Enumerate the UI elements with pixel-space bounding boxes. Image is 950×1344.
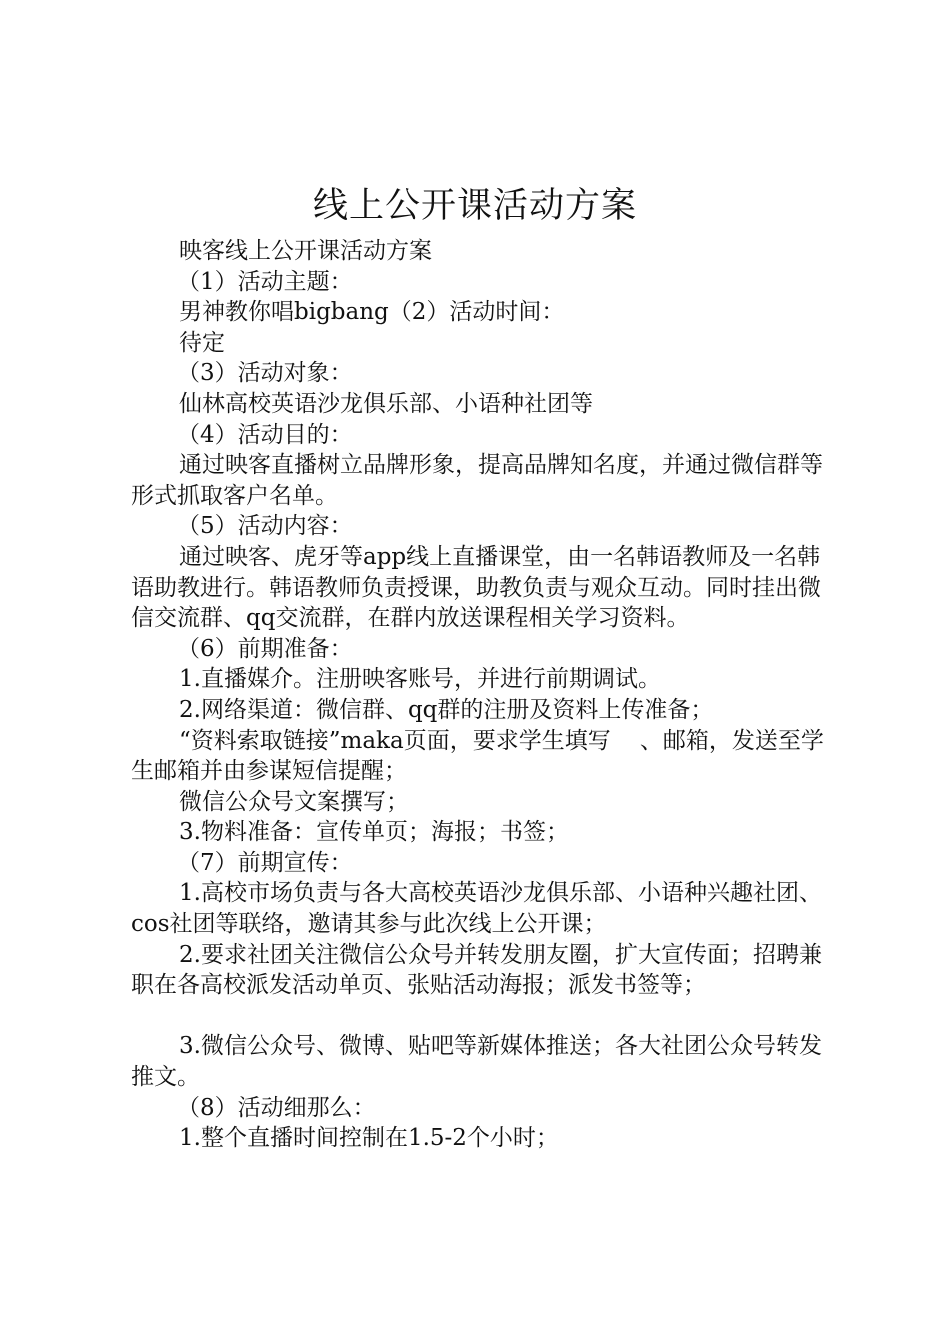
paragraph-prep-1: 1.直播媒介。注册映客账号，并进行前期调试。	[179, 666, 661, 693]
section-heading-goal: （4）活动目的：	[177, 421, 353, 448]
paragraph-prep-link: “资料索取链接”maka页面，要求学生填写 、邮箱，发送至学生邮箱并由参谋短信提醒；	[131, 727, 824, 785]
section-heading-promotion: （7）前期宣传：	[177, 849, 353, 876]
paragraph-theme: 男神教你唱bigbang（2）活动时间：	[179, 299, 565, 326]
paragraph-promo-2: 2.要求社团关注微信公众号并转发朋友圈，扩大宣传面；招聘兼职在各高校派发活动单页、张贴活动海报；派发书签等；	[131, 941, 822, 999]
section-heading-theme: （1）活动主题：	[177, 268, 353, 295]
document-title: 线上公开课活动方案	[312, 186, 637, 226]
paragraph-audience: 仙林高校英语沙龙俱乐部、小语种社团等	[179, 390, 593, 417]
document-body	[131, 236, 831, 1154]
paragraph-time: 待定	[179, 329, 225, 356]
paragraph-subtitle: 映客线上公开课活动方案	[179, 238, 432, 264]
section-heading-content: （5）活动内容：	[177, 513, 353, 540]
section-heading-details: （8）活动细那么：	[177, 1094, 376, 1121]
paragraph-prep-2: 2.网络渠道：微信群、qq群的注册及资料上传准备；	[179, 696, 714, 723]
paragraph-content: 通过映客、虎牙等app线上直播课堂，由一名韩语教师及一名韩语助教进行。韩语教师负责授课，助教负责与观众互动。同时挂出微信交流群、qq交流群，在群内放送课程相关学习资料。	[131, 543, 821, 632]
section-heading-preparation: （6）前期准备：	[177, 635, 353, 662]
paragraph-prep-3: 3.物料准备：宣传单页；海报；书签；	[179, 819, 569, 846]
paragraph-goal: 通过映客直播树立品牌形象，提高品牌知名度，并通过微信群等形式抓取客户名单。	[131, 452, 823, 509]
paragraph-promo-3: 3.微信公众号、微博、贴吧等新媒体推送；各大社团公众号转发推文。	[131, 1033, 822, 1091]
paragraph-details-1: 1.整个直播时间控制在1.5-2个小时；	[179, 1125, 559, 1152]
blank-line	[131, 1001, 831, 1032]
section-heading-audience: （3）活动对象：	[177, 360, 353, 387]
paragraph-prep-wechat: 微信公众号文案撰写；	[179, 788, 409, 815]
paragraph-promo-1: 1.高校市场负责与各大高校英语沙龙俱乐部、小语种兴趣社团、cos社团等联络，邀请其参与此次线上公开课；	[131, 880, 822, 938]
